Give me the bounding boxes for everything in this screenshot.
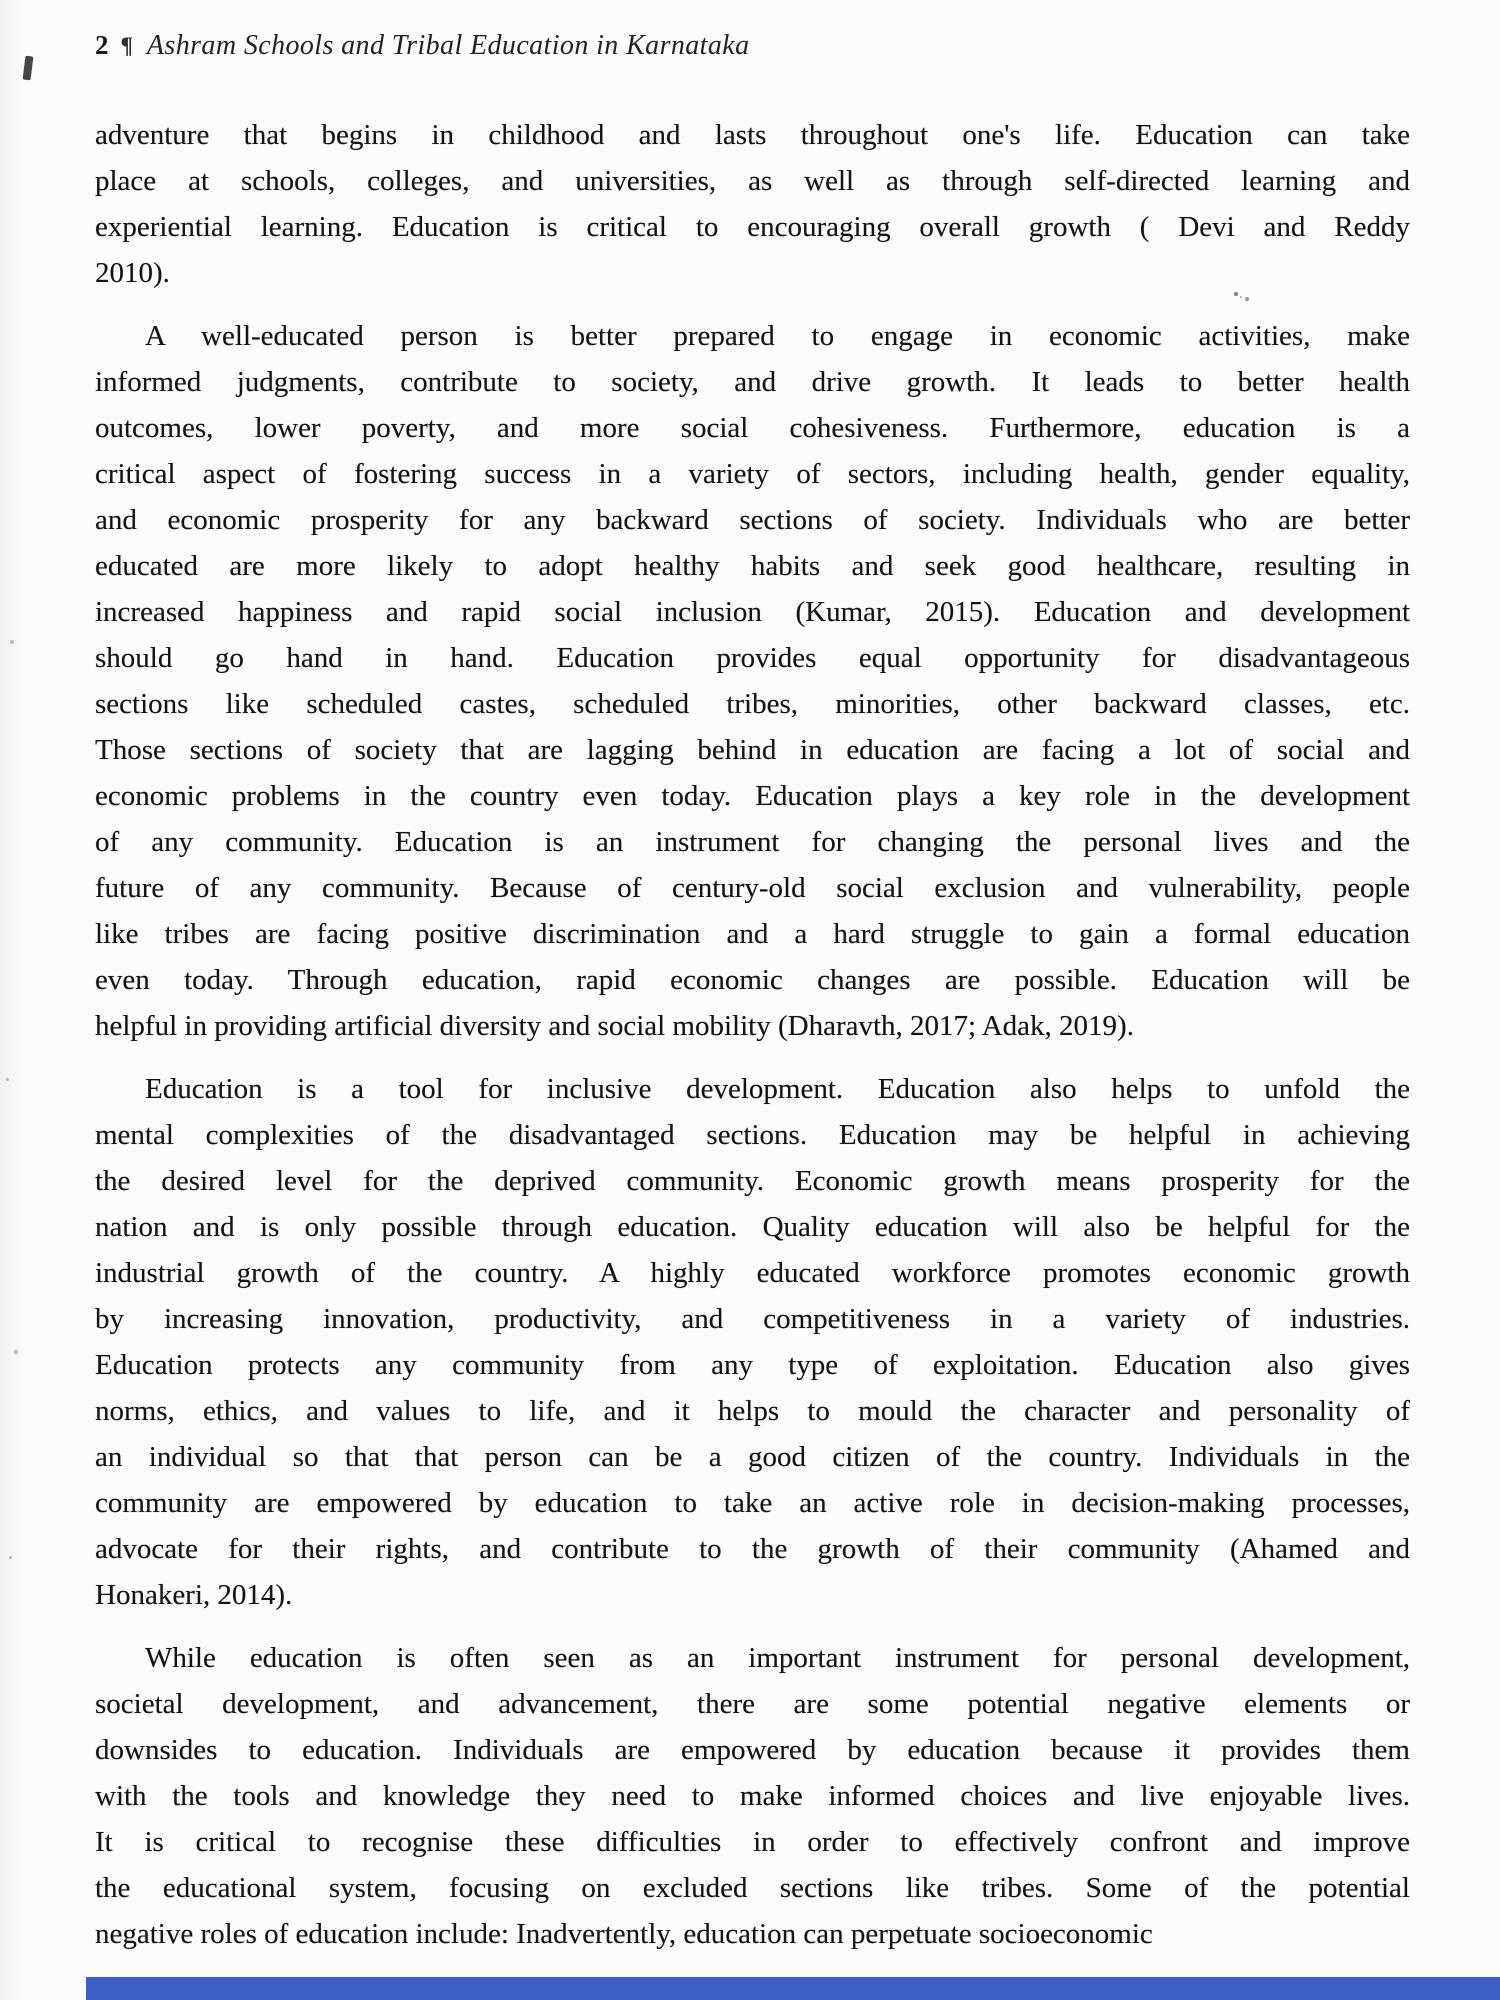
text-line: Education is a tool for inclusive development. Education also helps to unfold the — [145, 1073, 1410, 1105]
page-header — [95, 30, 749, 62]
text-line: like tribes are facing positive discrimination and a hard struggle to gain a formal education — [95, 918, 1410, 950]
page-body — [95, 112, 1410, 1957]
text-line: Honakeri, 2014). — [95, 1579, 293, 1611]
text-line: industrial growth of the country. A highly educated workforce promotes economic growth — [95, 1257, 1410, 1289]
text-line: societal development, and advancement, there are some potential negative elements or — [95, 1688, 1410, 1720]
scan-speck — [6, 1078, 9, 1081]
text-line: even today. Through education, rapid economic changes are possible. Education will be — [95, 964, 1410, 996]
text-line: outcomes, lower poverty, and more social cohesiveness. Furthermore, education is a — [95, 412, 1410, 444]
text-line: It is critical to recognise these difficulties in order to effectively confront and improve — [95, 1826, 1410, 1858]
text-line: should go hand in hand. Education provides equal opportunity for disadvantageous — [95, 642, 1410, 674]
text-line: adventure that begins in childhood and lasts throughout one's life. Education can take — [95, 119, 1410, 151]
paragraph — [95, 1635, 1410, 1957]
text-line: the educational system, focusing on excluded sections like tribes. Some of the potential — [95, 1872, 1410, 1904]
text-line: increased happiness and rapid social inclusion (Kumar, 2015). Education and development — [95, 596, 1410, 628]
text-line: informed judgments, contribute to society, and drive growth. It leads to better health — [95, 366, 1410, 398]
scan-speck — [10, 640, 14, 644]
text-line: downsides to education. Individuals are empowered by education because it provides them — [95, 1734, 1410, 1766]
text-line: A well-educated person is better prepared to engage in economic activities, make — [145, 320, 1410, 352]
text-line: educated are more likely to adopt healthy habits and seek good healthcare, resulting in — [95, 550, 1410, 582]
text-line: sections like scheduled castes, scheduled tribes, minorities, other backward classes, etc. — [95, 688, 1410, 720]
text-line: future of any community. Because of century-old social exclusion and vulnerability, people — [95, 872, 1410, 904]
text-line: norms, ethics, and values to life, and it helps to mould the character and personality of — [95, 1395, 1410, 1427]
text-line: mental complexities of the disadvantaged sections. Education may be helpful in achieving — [95, 1119, 1410, 1151]
pilcrow-separator-icon: ¶ — [120, 33, 133, 58]
running-title: Ashram Schools and Tribal Education in Karnataka — [146, 30, 750, 61]
text-line: experiential learning. Education is critical to encouraging overall growth ( Devi and Reddy — [95, 211, 1410, 243]
scan-speck — [14, 1350, 18, 1354]
text-line: place at schools, colleges, and universities, as well as through self-directed learning and — [95, 165, 1410, 197]
text-line: the desired level for the deprived community. Economic growth means prosperity for the — [95, 1165, 1410, 1197]
paragraph — [95, 313, 1410, 1049]
text-line: by increasing innovation, productivity, and competitiveness in a variety of industries. — [95, 1303, 1410, 1335]
bottom-selection-bar — [86, 1977, 1500, 2000]
text-line: community are empowered by education to take an active role in decision-making processes, — [95, 1487, 1410, 1519]
text-line: While education is often seen as an important instrument for personal development, — [145, 1642, 1410, 1674]
text-line: and economic prosperity for any backward sections of society. Individuals who are better — [95, 504, 1410, 536]
scan-speck — [9, 1556, 12, 1559]
text-line: economic problems in the country even today. Education plays a key role in the development — [95, 780, 1410, 812]
text-line: Education protects any community from any type of exploitation. Education also gives — [95, 1349, 1410, 1381]
text-line: advocate for their rights, and contribute to the growth of their community (Ahamed and — [95, 1533, 1410, 1565]
text-line: helpful in providing artificial diversity and social mobility (Dharavth, 2017; Adak, 2019). — [95, 1010, 1134, 1042]
text-line: of any community. Education is an instrument for changing the personal lives and the — [95, 826, 1410, 858]
text-line: an individual so that that person can be a good citizen of the country. Individuals in the — [95, 1441, 1410, 1473]
scan-edge-mark — [23, 56, 34, 81]
paragraph — [95, 1066, 1410, 1618]
text-line: nation and is only possible through education. Quality education will also be helpful for the — [95, 1211, 1410, 1243]
paragraph — [95, 112, 1410, 296]
text-line: 2010). — [95, 257, 170, 289]
text-line: critical aspect of fostering success in a variety of sectors, including health, gender equality, — [95, 458, 1410, 490]
text-line: Those sections of society that are lagging behind in education are facing a lot of social and — [95, 734, 1410, 766]
page-number: 2 — [95, 30, 109, 60]
text-line: negative roles of education include: Inadvertently, education can perpetuate socioeconomic — [95, 1918, 1153, 1950]
text-line: with the tools and knowledge they need to make informed choices and live enjoyable lives. — [95, 1780, 1410, 1812]
